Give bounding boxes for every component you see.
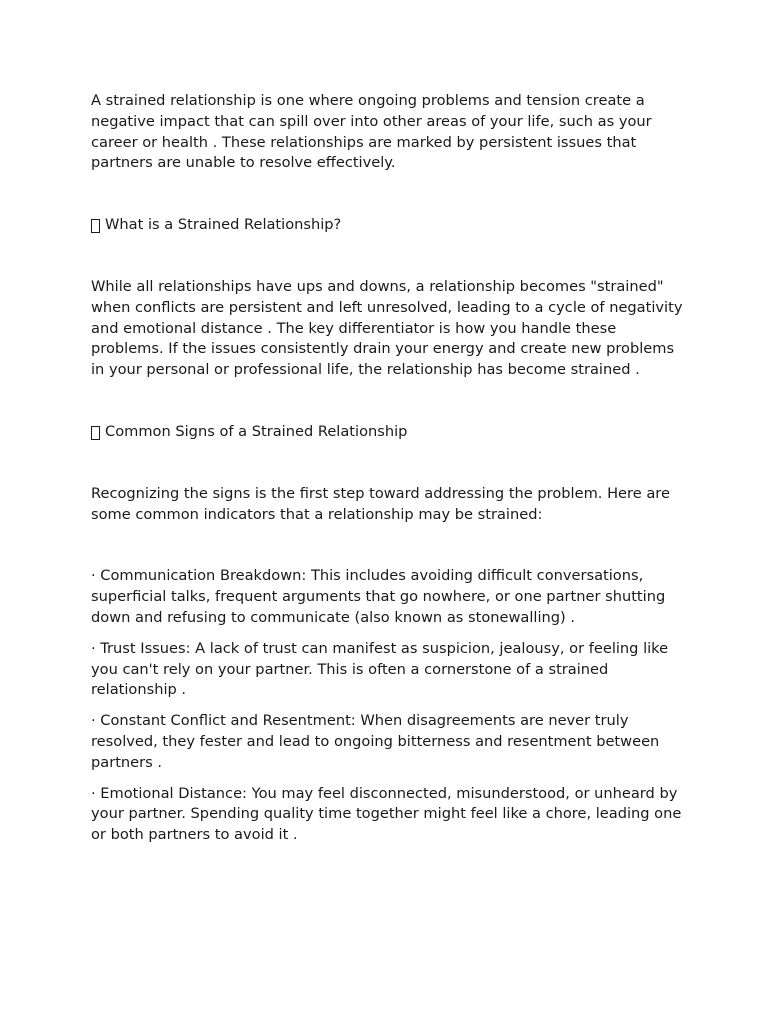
list-item: · Emotional Distance: You may feel disconnected, misunderstood, or unheard by your partner. Spending quality time together might feel like a chore, leading one or both partners to avoid it . bbox=[91, 784, 682, 844]
missing-glyph-box-icon bbox=[91, 219, 100, 233]
section-heading-text: What is a Strained Relationship? bbox=[105, 216, 342, 234]
list-item: · Constant Conflict and Resentment: When disagreements are never truly resolved, they fester and lead to ongoing bitterness and resentment between partners . bbox=[91, 712, 660, 771]
article-body bbox=[91, 91, 686, 856]
intro-paragraph: A strained relationship is one where ongoing problems and tension create a negative impact that can spill over into other areas of your life, such as your career or health . These relationships are marked by persistent issues that partners are unable to resolve effectively. bbox=[91, 92, 652, 172]
section-paragraph-common-signs: Recognizing the signs is the first step toward addressing the problem. Here are some common indicators that a relationship may be strained: bbox=[91, 484, 670, 523]
section-heading-text: Common Signs of a Strained Relationship bbox=[105, 422, 408, 440]
section-heading-what-is bbox=[91, 215, 686, 236]
section-heading-common-signs bbox=[91, 422, 686, 443]
list-item: · Trust Issues: A lack of trust can manifest as suspicion, jealousy, or feeling like you can't rely on your partner. This is often a cornerstone of a strained relationship . bbox=[91, 639, 669, 699]
missing-glyph-box-icon bbox=[91, 426, 100, 440]
list-item: · Communication Breakdown: This includes avoiding difficult conversations, superficial talks, frequent arguments that go nowhere, or one partner shutting down and refusing to communicate (also known as stonewalling) . bbox=[91, 567, 666, 626]
section-paragraph-what-is: While all relationships have ups and downs, a relationship becomes "strained" when conflicts are persistent and left unresolved, leading to a cycle of negativity and emotional distance . The key differentiator is how you handle these problems. If the issues consistently drain your energy and create new problems in your personal or professional life, the relationship has become strained . bbox=[91, 277, 683, 379]
